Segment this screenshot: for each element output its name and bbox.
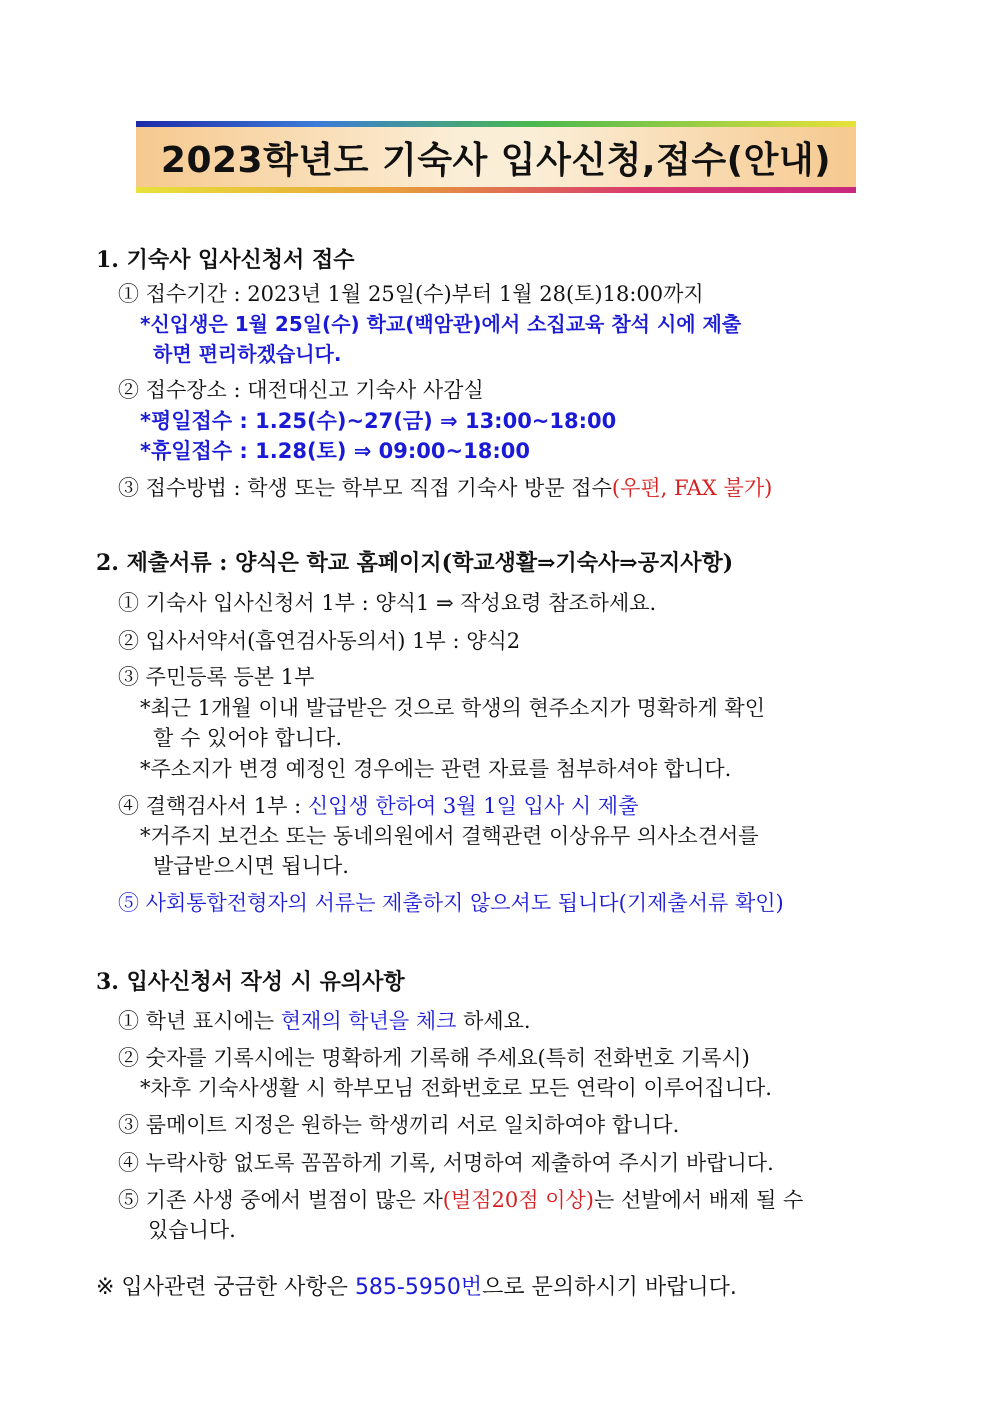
s2-item-2: ② 입사서약서(흡연검사동의서) 1부 : 양식2 (118, 629, 521, 653)
section-1-heading: 1. 기숙사 입사신청서 접수 (96, 247, 355, 273)
title-bottom-stripe (136, 187, 856, 193)
s1-method (118, 474, 772, 502)
s1-period: ① 접수기간 : 2023년 1월 25일(수)부터 1월 28(토)18:00까지 (118, 282, 704, 306)
s2-item-4-note-2: 발급받으시면 됩니다. (153, 854, 349, 878)
s3-item-1-text-b: 하세요. (456, 1009, 531, 1033)
s1-weekday: *평일접수 : 1.25(수)~27(금) ⇒ 13:00~18:00 (140, 409, 617, 433)
s3-item-5-text-a: ⑤ 기존 사생 중에서 벌점이 많은 자 (118, 1188, 443, 1212)
contact-note (96, 1274, 737, 1302)
s2-item-3: ③ 주민등록 등본 1부 (118, 665, 315, 689)
contact-note-text-b: 으로 문의하시기 바랍니다. (482, 1275, 737, 1300)
s3-item-2: ② 숫자를 기록시에는 명확하게 기록해 주세요(특히 전화번호 기록시) (118, 1046, 750, 1070)
s2-item-4-text: ④ 결핵검사서 1부 : (118, 794, 308, 818)
s3-item-4: ④ 누락사항 없도록 꼼꼼하게 기록, 서명하여 제출하여 주시기 바랍니다. (118, 1151, 774, 1175)
s1-method-note: (우편, FAX 불가) (611, 476, 773, 500)
section-3-heading: 3. 입사신청서 작성 시 유의사항 (96, 969, 405, 995)
s3-item-1-text-a: ① 학년 표시에는 (118, 1009, 281, 1033)
contact-phone: 585-5950번 (354, 1275, 483, 1300)
s3-item-5 (118, 1186, 803, 1214)
s1-period-note-2: 하면 편리하겠습니다. (153, 342, 342, 366)
s3-item-5-continued: 있습니다. (148, 1218, 236, 1242)
s2-item-4-note-1: *거주지 보건소 또는 동네의원에서 결핵관련 이상유무 의사소견서를 (140, 824, 759, 848)
s3-item-1-highlight: 현재의 학년을 체크 (280, 1009, 457, 1033)
s2-item-3-note-3: *주소지가 변경 예정인 경우에는 관련 자료를 첨부하셔야 합니다. (140, 757, 732, 781)
s1-place: ② 접수장소 : 대전대신고 기숙사 사감실 (118, 378, 484, 402)
title-banner (136, 121, 856, 193)
s1-method-text: ③ 접수방법 : 학생 또는 학부모 직접 기숙사 방문 접수 (118, 476, 612, 500)
section-2-heading: 2. 제출서류 : 양식은 학교 홈페이지(학교생활⇒기숙사⇒공지사항) (96, 550, 734, 576)
s2-item-4-highlight: 신입생 한하여 3월 1일 입사 시 제출 (307, 794, 639, 818)
s3-item-3: ③ 룸메이트 지정은 원하는 학생끼리 서로 일치하여야 합니다. (118, 1113, 680, 1137)
s1-period-note-1: *신입생은 1월 25일(수) 학교(백암관)에서 소집교육 참석 시에 제출 (140, 312, 742, 336)
s2-item-5: ⑤ 사회통합전형자의 서류는 제출하지 않으셔도 됩니다(기제출서류 확인) (118, 891, 784, 915)
s2-item-3-note-2: 할 수 있어야 합니다. (153, 726, 342, 750)
s3-item-2-note: *차후 기숙사생활 시 학부모님 전화번호로 모든 연락이 이루어집니다. (140, 1076, 772, 1100)
s3-item-5-text-b: 는 선발에서 배제 될 수 (594, 1188, 804, 1212)
s1-holiday: *휴일접수 : 1.28(토) ⇒ 09:00~18:00 (140, 439, 530, 463)
s2-item-4 (118, 792, 638, 820)
s2-item-3-note-1: *최근 1개월 이내 발급받은 것으로 학생의 현주소지가 명확하게 확인 (140, 696, 765, 720)
s3-item-5-highlight: (벌점20점 이상) (442, 1188, 594, 1212)
contact-note-text-a: ※ 입사관련 궁금한 사항은 (96, 1275, 355, 1300)
s3-item-1 (118, 1007, 531, 1035)
s2-item-1: ① 기숙사 입사신청서 1부 : 양식1 ⇒ 작성요령 참조하세요. (118, 591, 657, 615)
page-title: 2023학년도 기숙사 입사신청,접수(안내) (160, 139, 832, 181)
